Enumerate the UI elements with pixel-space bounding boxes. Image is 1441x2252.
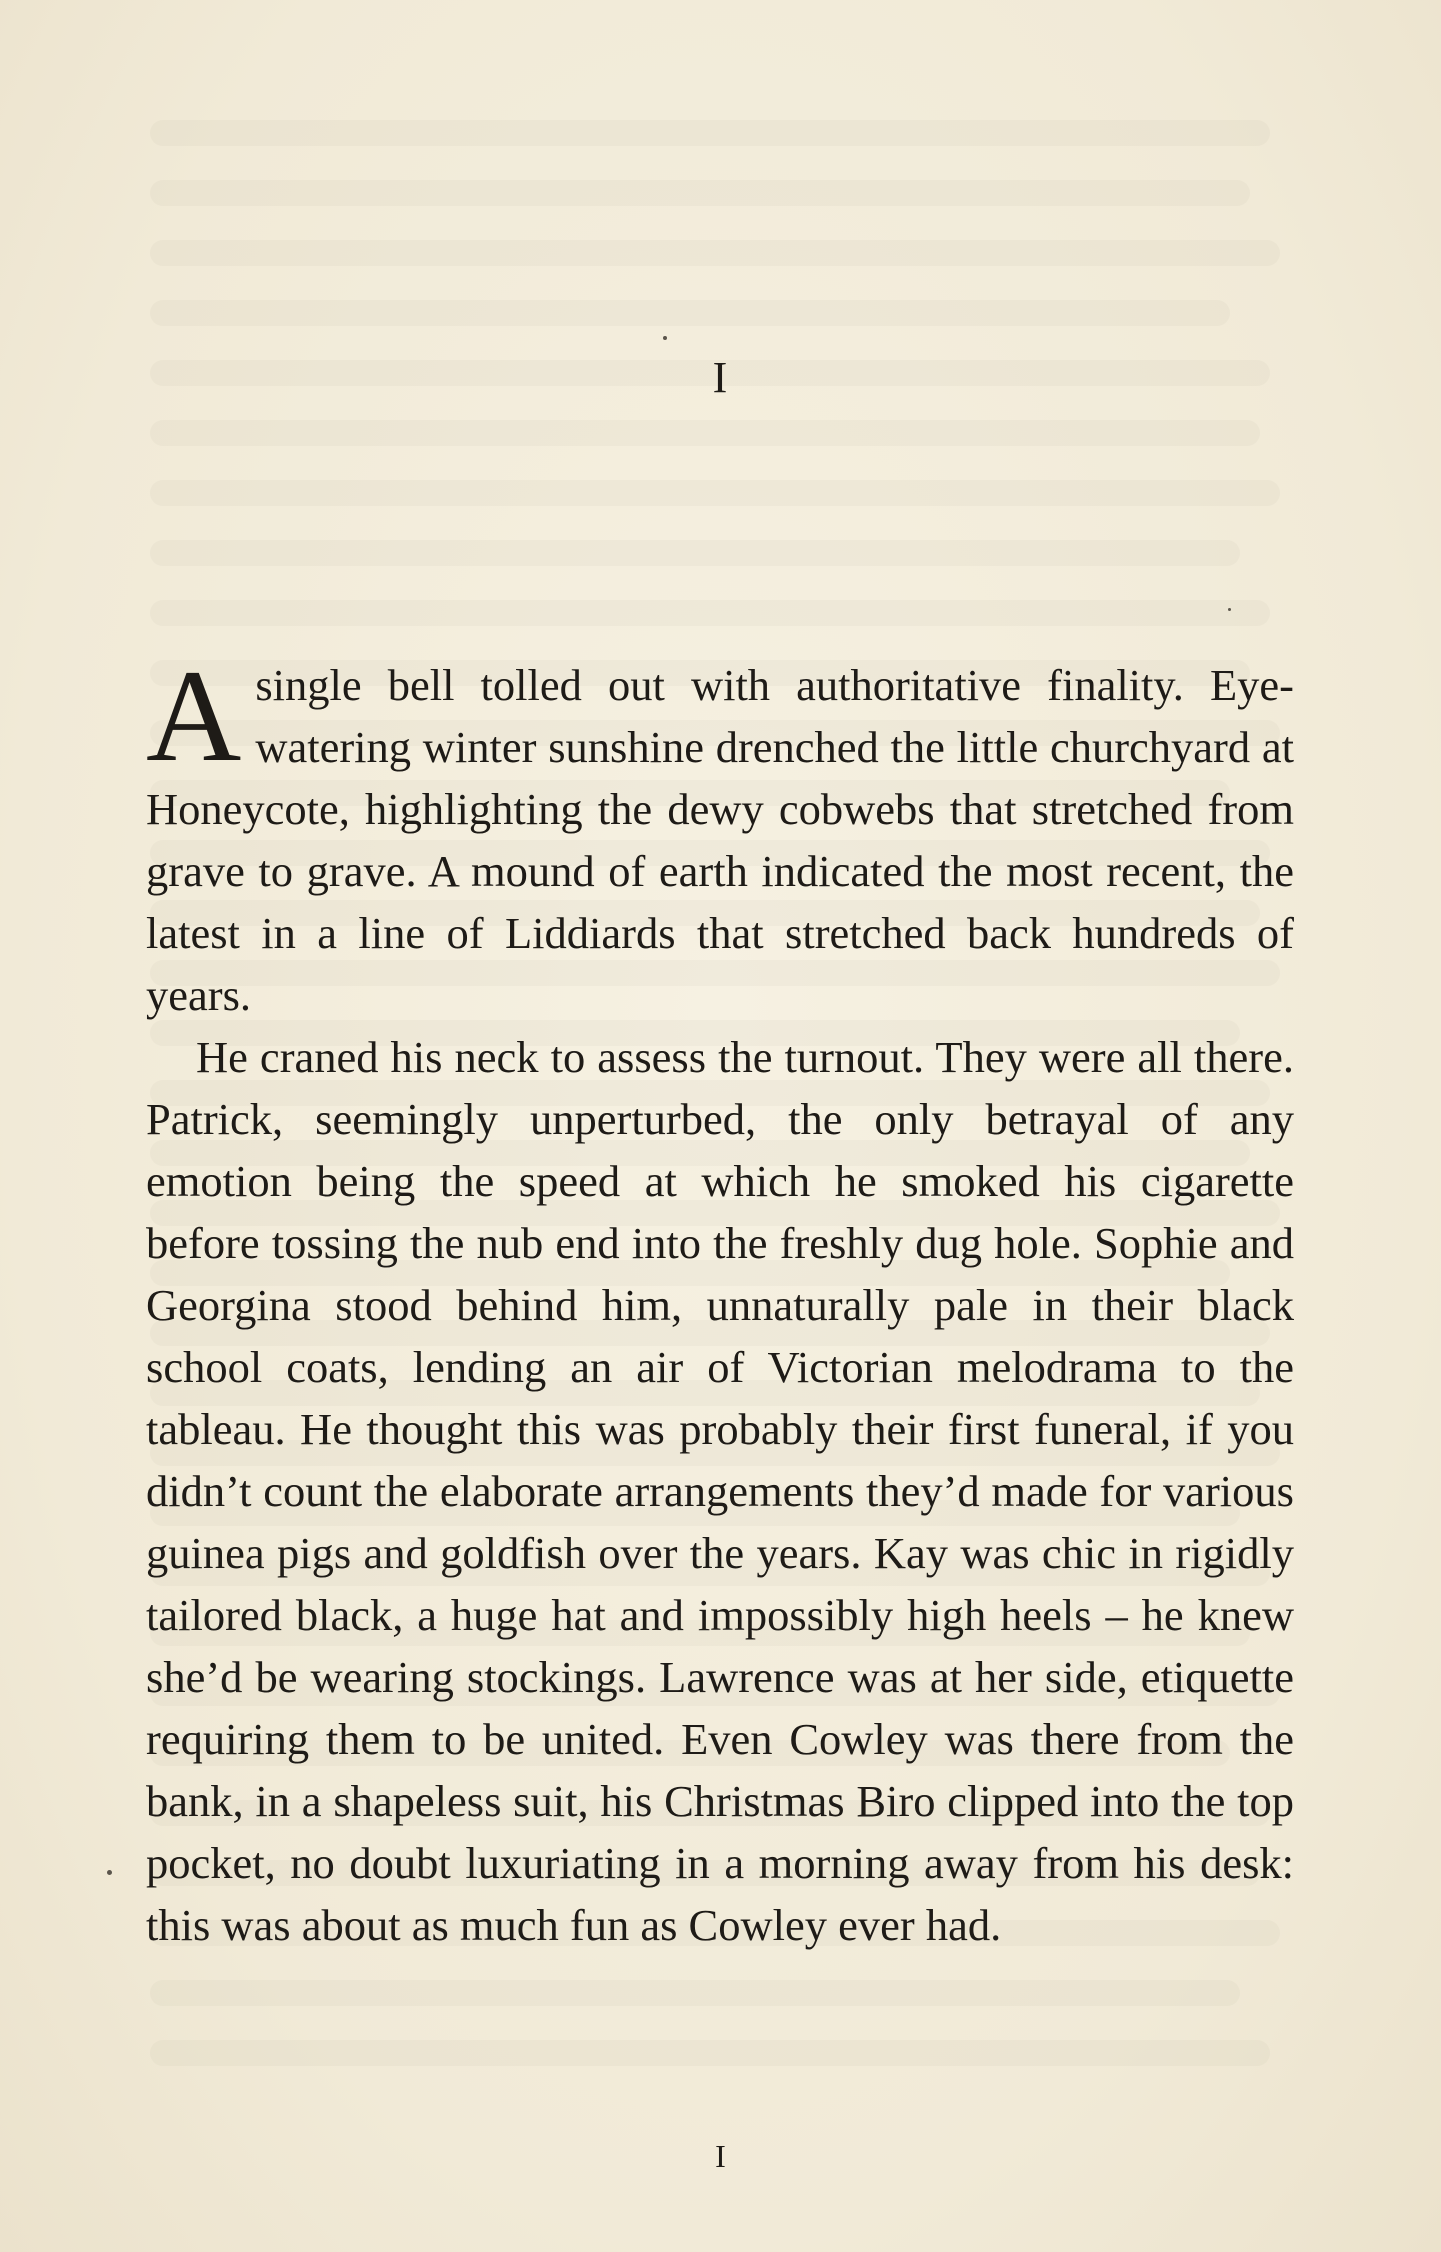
paper-speck bbox=[663, 336, 667, 340]
paragraph bbox=[146, 642, 1294, 1026]
drop-cap: A bbox=[146, 642, 242, 789]
paper-speck bbox=[1228, 608, 1231, 611]
paragraph: He craned his neck to assess the turnout. They were all there. Patrick, seemingly unperturbed, the only betrayal of any emotion being the speed at which he smoked his cigarette before tossing the nub end into the freshly dug hole. Sophie and Georgina stood behind him, unnaturally pale in their black school coats, lending an air of Victorian melodrama to the tableau. He thought this was probably their first funeral, if you didn’t count the elaborate arrangements they’d made for various guinea pigs and goldfish over the years. Kay was chic in rigidly tailored black, a huge hat and impossibly high heels – he knew she’d be wearing stockings. Lawrence was at her side, etiquette requiring them to be united. Even Cowley was there from the bank, in a shapeless suit, his Christmas Biro clipped into the top pocket, no doubt luxuriating in a morning away from his desk: this was about as much fun as Cowley ever had. bbox=[146, 1032, 1294, 1950]
paragraph-text: single bell tolled out with authoritative finality. Eye-watering winter sunshine drenched the little churchyard at Honeycote, highlighting the dewy cobwebs that stretched from grave to grave. A mound of earth indicated the most recent, the latest in a line of Liddiards that stretched back hundreds of years. bbox=[146, 660, 1294, 1020]
body-text bbox=[146, 642, 1294, 1956]
page-number: I bbox=[715, 2138, 726, 2174]
chapter-number: I bbox=[712, 353, 729, 402]
paper-speck bbox=[107, 1870, 112, 1875]
